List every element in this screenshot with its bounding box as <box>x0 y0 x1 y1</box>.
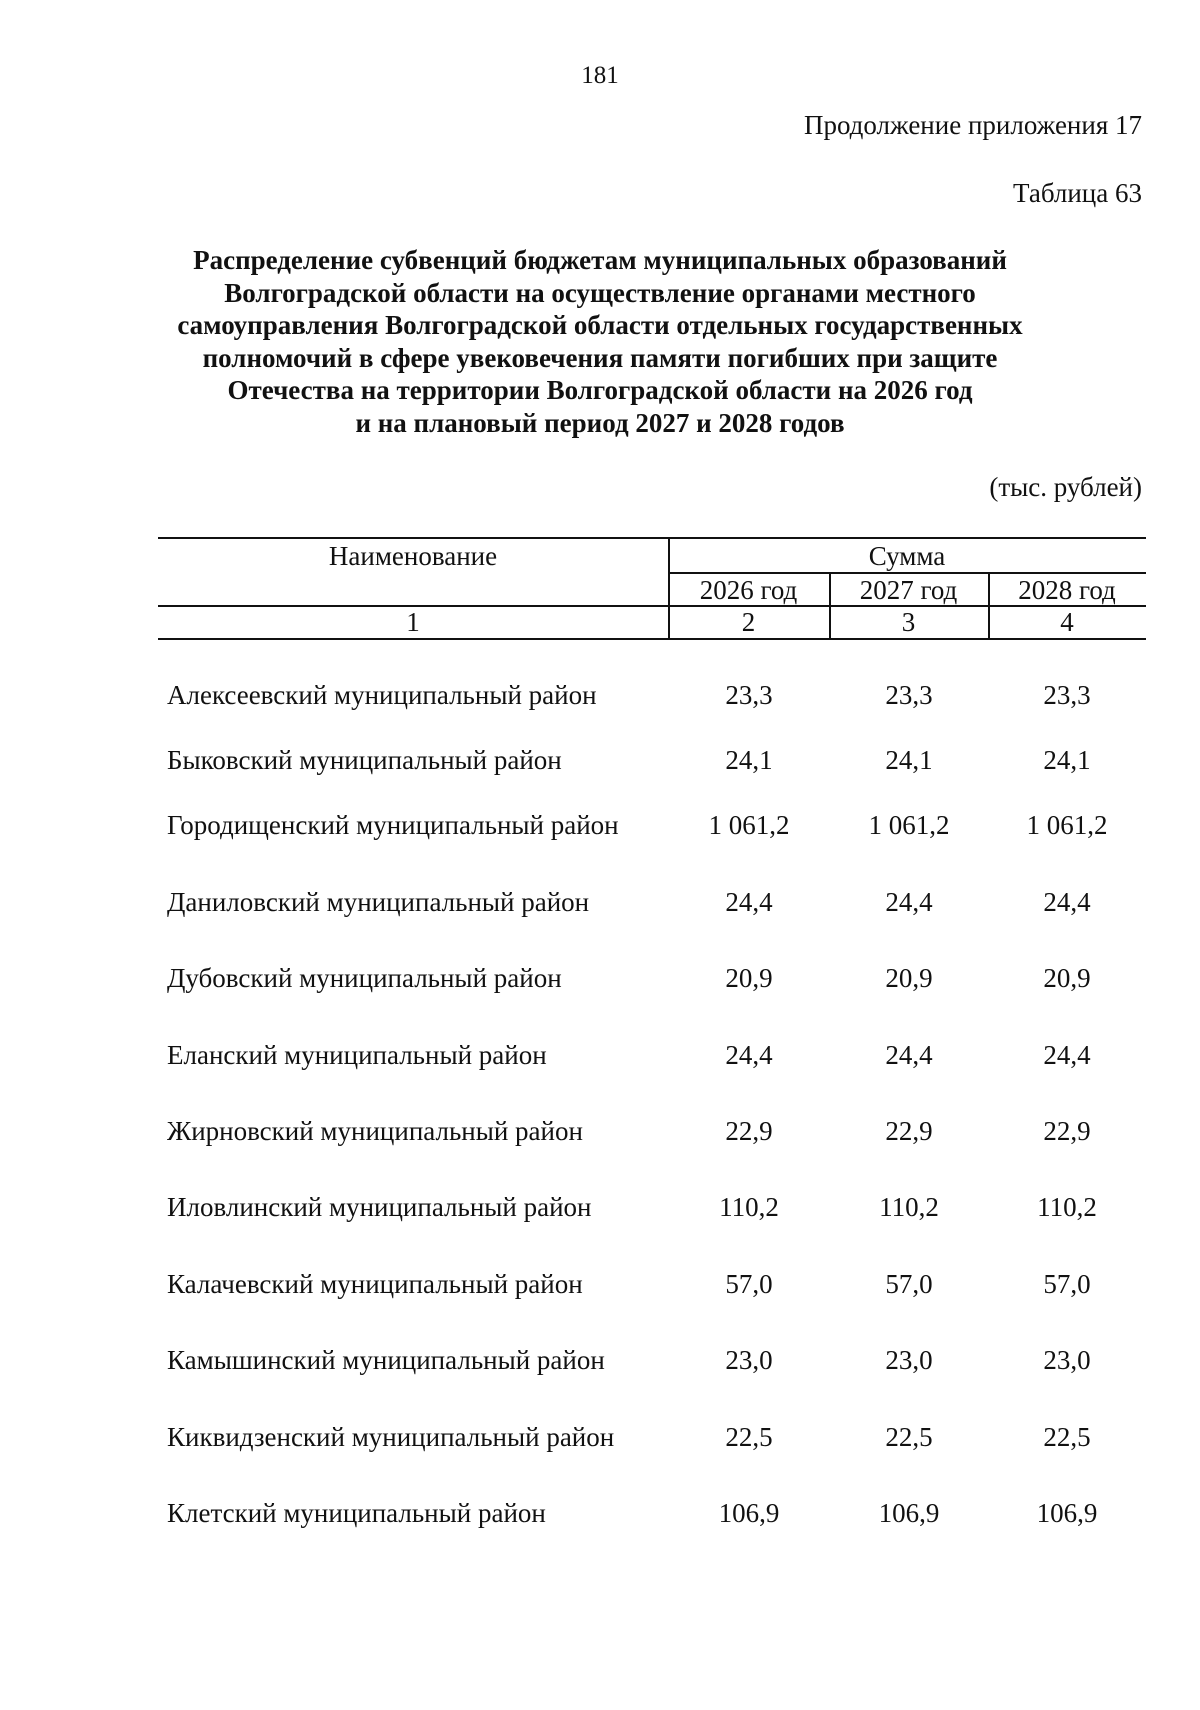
value-2027: 23,3 <box>885 680 933 710</box>
header-year-2026: 2026 год <box>699 575 798 605</box>
title-line: Волгоградской области на осуществление органами местного <box>224 277 976 308</box>
value-2026: 57,0 <box>725 1269 773 1299</box>
value-2026: 24,4 <box>725 1040 773 1070</box>
value-2026: 23,0 <box>725 1345 773 1375</box>
title-line: полномочий в сфере увековечения памяти погибших при защите <box>202 342 998 373</box>
value-2028: 24,4 <box>1043 887 1091 917</box>
value-2028: 23,0 <box>1043 1345 1091 1375</box>
district-name: Алексеевский муниципальный район <box>167 680 597 710</box>
district-name: Камышинский муниципальный район <box>167 1345 605 1375</box>
district-name: Жирновский муниципальный район <box>167 1116 583 1146</box>
value-2028: 24,1 <box>1043 745 1091 775</box>
district-name: Городищенский муниципальный район <box>167 810 619 840</box>
value-2026: 22,9 <box>725 1116 773 1146</box>
value-2027: 22,9 <box>885 1116 933 1146</box>
value-2028: 23,3 <box>1043 680 1091 710</box>
district-name: Дубовский муниципальный район <box>167 963 562 993</box>
district-name: Быковский муниципальный район <box>167 745 562 775</box>
value-2028: 1 061,2 <box>1026 810 1108 840</box>
value-2027: 1 061,2 <box>868 810 950 840</box>
value-2027: 24,4 <box>885 1040 933 1070</box>
value-2027: 23,0 <box>885 1345 933 1375</box>
column-number: 1 <box>406 607 420 637</box>
page-number: 181 <box>581 62 619 89</box>
district-name: Еланский муниципальный район <box>167 1040 547 1070</box>
value-2026: 24,1 <box>725 745 773 775</box>
value-2028: 22,9 <box>1043 1116 1091 1146</box>
value-2026: 24,4 <box>725 887 773 917</box>
value-2026: 20,9 <box>725 963 773 993</box>
value-2026: 23,3 <box>725 680 773 710</box>
sum-divider-rule <box>668 572 1146 574</box>
title-line: и на плановый период 2027 и 2028 годов <box>355 407 845 438</box>
value-2027: 110,2 <box>879 1192 939 1222</box>
value-2027: 57,0 <box>885 1269 933 1299</box>
value-2027: 22,5 <box>885 1422 933 1452</box>
value-2028: 22,5 <box>1043 1422 1091 1452</box>
district-name: Даниловский муниципальный район <box>167 887 590 917</box>
value-2027: 24,1 <box>885 745 933 775</box>
value-2028: 24,4 <box>1043 1040 1091 1070</box>
column-number: 2 <box>741 607 756 637</box>
district-name: Клетский муниципальный район <box>167 1498 546 1528</box>
value-2028: 106,9 <box>1036 1498 1098 1528</box>
header-bottom-rule <box>158 638 1146 640</box>
value-2028: 57,0 <box>1043 1269 1091 1299</box>
district-name: Иловлинский муниципальный район <box>167 1192 592 1222</box>
header-year-2028: 2028 год <box>1018 575 1116 605</box>
value-2026: 106,9 <box>718 1498 780 1528</box>
value-2026: 22,5 <box>725 1422 773 1452</box>
appendix-continuation-label: Продолжение приложения 17 <box>803 110 1142 140</box>
value-2026: 1 061,2 <box>708 810 790 840</box>
header-year-2027: 2027 год <box>859 575 958 605</box>
document-title <box>150 244 1050 439</box>
column-number: 3 <box>901 607 916 637</box>
value-2028: 110,2 <box>1037 1192 1097 1222</box>
title-line: самоуправления Волгоградской области отдельных государственных <box>177 310 1023 340</box>
column-number: 4 <box>1060 607 1074 637</box>
value-2027: 106,9 <box>878 1498 940 1528</box>
district-name: Калачевский муниципальный район <box>167 1269 583 1299</box>
title-line: Отечества на территории Волгоградской области на 2026 год <box>227 375 973 405</box>
table-top-rule <box>158 537 1146 539</box>
header-sum: Сумма <box>868 541 946 571</box>
title-line: Распределение субвенций бюджетам муниципальных образований <box>193 245 1007 275</box>
value-2026: 110,2 <box>719 1192 779 1222</box>
header-name: Наименование <box>328 541 498 571</box>
units-label: (тыс. рублей) <box>989 472 1142 502</box>
table-number-label: Таблица 63 <box>1013 178 1142 208</box>
district-name: Киквидзенский муниципальный район <box>167 1422 615 1452</box>
value-2027: 24,4 <box>885 887 933 917</box>
value-2028: 20,9 <box>1043 963 1091 993</box>
value-2027: 20,9 <box>885 963 933 993</box>
